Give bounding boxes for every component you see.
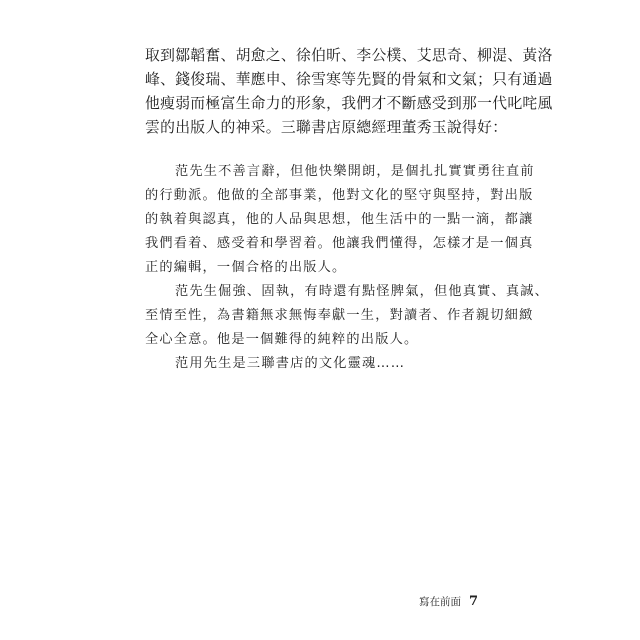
- quote-line: 范用先生是三聯書店的文化靈魂……: [175, 356, 406, 371]
- quote-line: 我們看着、感受着和學習着。他讓我們懂得，怎樣才是一個真: [145, 236, 534, 251]
- body-paragraph: [145, 44, 553, 140]
- quote-line: 全心全意。他是一個難得的純粹的出版人。: [145, 332, 419, 347]
- quote-line: 的行動派。他做的全部事業，他對文化的堅守與堅持，對出版: [145, 188, 534, 203]
- quote-line: 范先生倔強、固執，有時還有點怪脾氣，但他真實、真誠、: [175, 284, 550, 299]
- quote-line: 范先生不善言辭，但他快樂開朗，是個扎扎實實勇往直前: [175, 164, 535, 179]
- body-line: 他瘦弱而極富生命力的形象，我們才不斷感受到那一代叱咤風: [145, 95, 553, 112]
- page-footer: [419, 594, 478, 609]
- page-number: 7: [468, 594, 478, 609]
- body-line: 峰、錢俊瑞、華應申、徐雪寒等先賢的骨氣和文氣；只有通過: [145, 71, 553, 88]
- running-section-title: 寫在前面: [418, 596, 461, 608]
- body-line: 取到鄒韜奮、胡愈之、徐伯昕、李公樸、艾思奇、柳湜、黃洛: [145, 47, 553, 64]
- quote-line: 正的編輯，一個合格的出版人。: [145, 260, 347, 275]
- quote-line: 的執着與認真，他的人品與思想，他生活中的一點一滴，都讓: [145, 212, 534, 227]
- quote-line: 至情至性，為書籍無求無悔奉獻一生，對讀者、作者親切細緻: [145, 308, 534, 323]
- body-line: 雲的出版人的神采。三聯書店原總經理董秀玉說得好：: [145, 119, 508, 136]
- block-quote: [145, 160, 550, 376]
